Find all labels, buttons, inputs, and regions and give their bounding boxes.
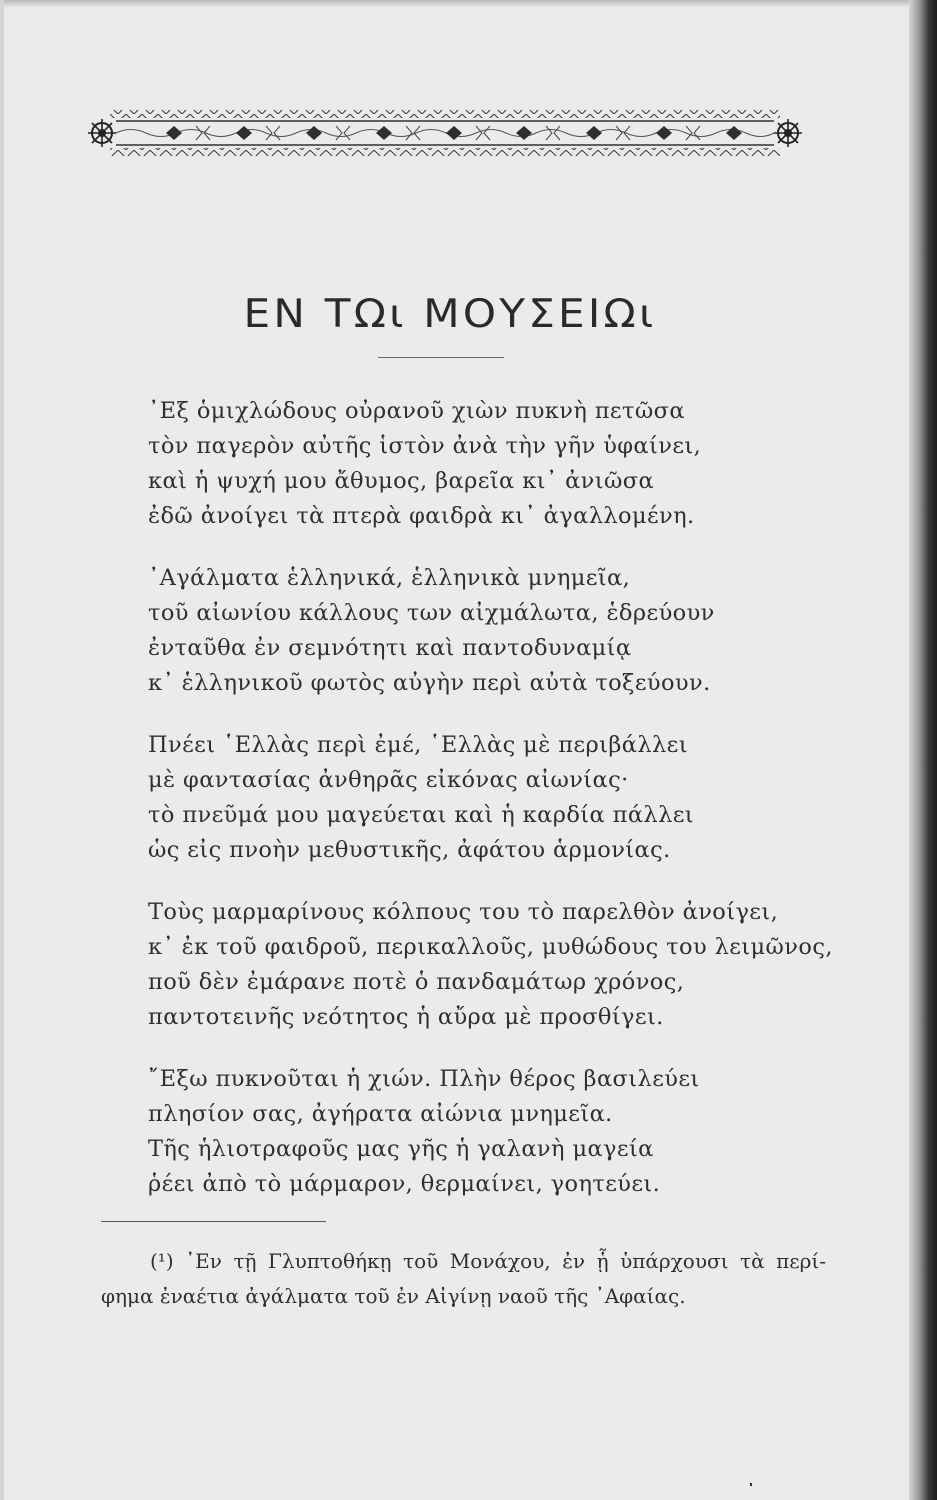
stanza bbox=[148, 1062, 808, 1202]
poem-title: ΕΝ ΤΩι ΜΟΥΣΕΙΩι bbox=[243, 292, 657, 337]
poem-line: καὶ ἡ ψυχή μου ἄθυμος, βαρεῖα κι᾿ ἀνιῶσα bbox=[148, 468, 655, 494]
scan-edge-left bbox=[0, 0, 4, 1500]
poem-line: ἐνταῦθα ἐν σεμνότητι καὶ παντοδυναμίᾳ bbox=[148, 635, 632, 661]
stanza bbox=[148, 728, 808, 868]
footnote-line: φημα ἐναέτια ἀγάλματα τοῦ ἐν Αἰγίνῃ ναοῦ τῆς ᾿Αφαίας. bbox=[101, 1284, 686, 1308]
poem-line: ῎Εξω πυκνοῦται ἡ χιών. Πλὴν θέρος βασιλεύει bbox=[148, 1066, 700, 1092]
footnote bbox=[101, 1244, 826, 1314]
stanza bbox=[148, 394, 808, 534]
poem-line: πλησίον σας, ἀγήρατα αἰώνια μνημεῖα. bbox=[148, 1101, 613, 1127]
poem-line: κ᾿ ἐκ τοῦ φαιδροῦ, περικαλλοῦς, μυθώδους του λειμῶνος, bbox=[148, 934, 833, 960]
poem-line: τοῦ αἰωνίου κάλλους των αἰχμάλωτα, ἑδρεύουν bbox=[148, 600, 715, 626]
scan-edge-right bbox=[909, 0, 937, 1500]
poem-line: κ᾿ ἑλληνικοῦ φωτὸς αὐγὴν περὶ αὐτὰ τοξεύουν. bbox=[148, 670, 711, 696]
poem-line: ὡς εἰς πνοὴν μεθυστικῆς, ἀφάτου ἁρμονίας. bbox=[148, 837, 671, 863]
poem-body bbox=[148, 394, 833, 1229]
poem-line: ἐδῶ ἀνοίγει τὰ πτερὰ φαιδρὰ κι᾿ ἀγαλλομένη. bbox=[148, 503, 695, 529]
header-ornament-band bbox=[86, 106, 804, 160]
poem-line: ᾿Εξ ὁμιχλώδους οὐρανοῦ χιὼν πυκνὴ πετῶσα bbox=[148, 398, 685, 424]
poem-line: Τῆς ἡλιοτραφοῦς μας γῆς ἡ γαλανὴ μαγεία bbox=[148, 1136, 654, 1162]
title-divider bbox=[378, 357, 504, 358]
scan-speck bbox=[750, 1483, 752, 1486]
rosette-left-icon bbox=[88, 119, 116, 147]
scan-edge-top bbox=[0, 0, 937, 8]
footnote-divider bbox=[101, 1221, 326, 1222]
poem-line: ᾿Αγάλματα ἑλληνικά, ἑλληνικὰ μνημεῖα, bbox=[148, 565, 631, 591]
rosette-right-icon bbox=[774, 119, 802, 147]
stanza bbox=[148, 561, 808, 701]
poem-line: ῥέει ἀπὸ τὸ μάρμαρον, θερμαίνει, γοητεύει. bbox=[148, 1171, 661, 1197]
footnote-line: (¹) ᾿Εν τῇ Γλυπτοθήκῃ τοῦ Μονάχου, ἐν ᾗ ὑπάρχουσι τὰ περί- bbox=[150, 1249, 826, 1273]
poem-line: Τοὺς μαρμαρίνους κόλπους του τὸ παρελθὸν ἀνοίγει, bbox=[148, 899, 779, 925]
poem-line: τὸ πνεῦμά μου μαγεύεται καὶ ἡ καρδία πάλλει bbox=[148, 802, 695, 828]
poem-line: ποῦ δὲν ἐμάρανε ποτὲ ὁ πανδαμάτωρ χρόνος, bbox=[148, 969, 685, 995]
poem-line: Πνέει ῾Ελλὰς περὶ ἐμέ, ῾Ελλὰς μὲ περιβάλλει bbox=[148, 732, 688, 758]
poem-line: παντοτεινῆς νεότητος ἡ αὔρα μὲ προσθίγει. bbox=[148, 1004, 664, 1030]
stanza bbox=[148, 895, 833, 1035]
poem-line: τὸν παγερὸν αὐτῆς ἱστὸν ἀνὰ τὴν γῆν ὑφαίνει, bbox=[148, 433, 702, 459]
poem-line: μὲ φαντασίας ἀνθηρᾶς εἰκόνας αἰωνίας· bbox=[148, 767, 629, 793]
